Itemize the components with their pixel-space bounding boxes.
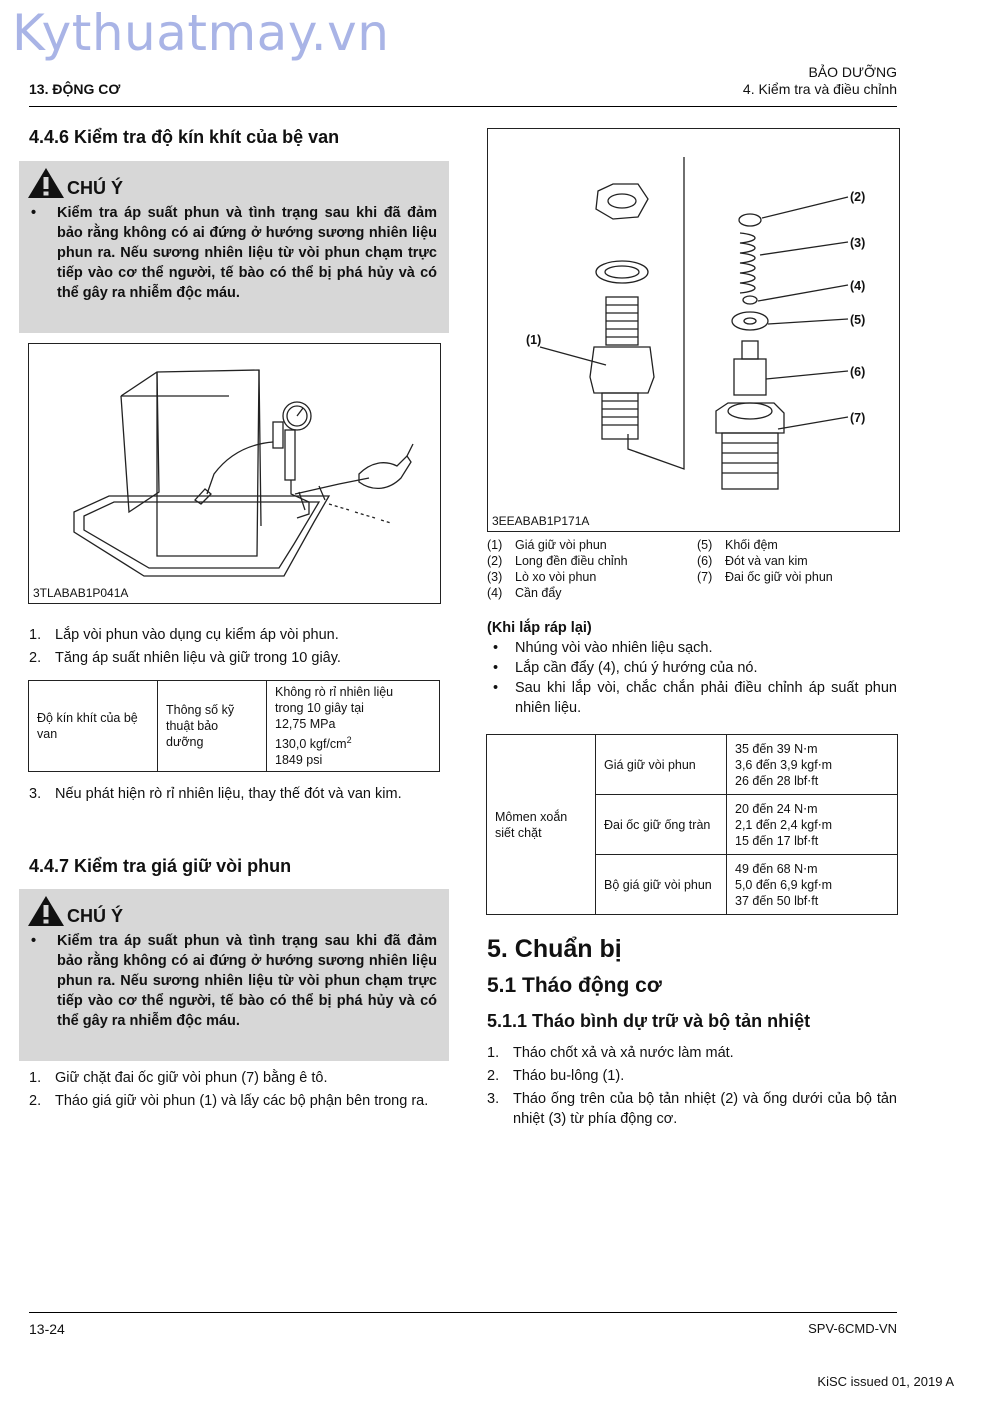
table-cell: Thông số kỹ thuật bảo dưỡng <box>158 681 267 772</box>
steps-446-b <box>29 784 439 807</box>
legend-item: (7) Đai ốc giữ vòi phun <box>697 570 833 584</box>
footer-rule <box>29 1312 897 1313</box>
nozzle-holder-exploded-illustration <box>488 129 899 531</box>
table-cell-values: 49 đến 68 N⋅m 5,0 đến 6,9 kgf⋅m 37 đến 50 lbf⋅ft <box>727 855 898 915</box>
table-cell: Bộ giá giữ vòi phun <box>596 855 727 915</box>
section-446-title: 4.4.6 Kiểm tra độ kín khít của bệ van <box>29 127 340 147</box>
reassembly-list <box>487 638 897 718</box>
table-cell-values: 20 đến 24 N⋅m 2,1 đến 2,4 kgf⋅m 15 đến 17 lbf⋅ft <box>727 795 898 855</box>
torque-table <box>486 734 898 915</box>
step-item: 2. Tháo giá giữ vòi phun (1) và lấy các bộ phận bên trong ra. <box>29 1093 429 1109</box>
caution-title: CHÚ Ý <box>27 167 123 199</box>
step-item: 2. Tháo bu-lông (1). <box>487 1068 625 1084</box>
header-subsection: 4. Kiểm tra và điều chỉnh <box>742 81 897 97</box>
legend-item: (2) Long đền điều chỉnh <box>487 554 628 568</box>
legend-item: (3) Lò xo vòi phun <box>487 570 597 584</box>
step-item: 1. Giữ chặt đai ốc giữ vòi phun (7) bằng ê tô. <box>29 1070 328 1086</box>
figure-legend-right <box>697 537 833 585</box>
step-item: 2. Tăng áp suất nhiên liệu và giữ trong 10 giây. <box>29 650 341 666</box>
caution-box-2 <box>19 889 449 1061</box>
warning-icon <box>27 895 65 927</box>
table-cell: Độ kín khít của bệ van <box>29 681 158 772</box>
image-code: 3EEABAB1P171A <box>492 514 590 528</box>
callout-2: (2) <box>850 190 866 204</box>
steps-511 <box>487 1043 897 1132</box>
table-cell: Đai ốc giữ ống tràn <box>596 795 727 855</box>
step-item: 3. Tháo ống trên của bộ tản nhiệt (2) và ống dưới của bộ tản nhiệt (3) từ phía động cơ. <box>487 1091 897 1127</box>
section-511-title: 5.1.1 Tháo bình dự trữ và bộ tản nhiệt <box>487 1011 811 1031</box>
callout-4: (4) <box>850 279 866 293</box>
callout-1: (1) <box>526 333 542 347</box>
callout-3: (3) <box>850 236 866 250</box>
watermark: Kythuatmay.vn <box>12 4 390 62</box>
reassembly-title: (Khi lắp ráp lại) <box>487 620 592 636</box>
caution-box-1 <box>19 161 449 333</box>
list-item: • Nhúng vòi vào nhiên liệu sạch. <box>493 640 713 656</box>
header-rule <box>29 106 897 107</box>
list-item: • Sau khi lắp vòi, chắc chắn phải điều chỉnh áp suất phun nhiên liệu. <box>493 680 897 716</box>
header-section: BẢO DƯỠNG <box>808 64 897 80</box>
figure-nozzle-holder-exploded <box>487 128 900 532</box>
section-51-title: 5.1 Tháo động cơ <box>487 974 662 997</box>
callout-5: (5) <box>850 313 866 327</box>
table-cell: Giá giữ vòi phun <box>596 735 727 795</box>
figure-legend-left <box>487 537 628 601</box>
legend-item: (1) Giá giữ vòi phun <box>487 538 607 552</box>
legend-item: (6) Đót và van kim <box>697 554 808 568</box>
step-item: 1. Lắp vòi phun vào dụng cụ kiểm áp vòi phun. <box>29 627 339 643</box>
step-item: 3. Nếu phát hiện rò rỉ nhiên liệu, thay thế đót và van kim. <box>29 786 402 802</box>
image-code: 3TLABAB1P041A <box>33 586 129 600</box>
header-chapter: 13. ĐỘNG CƠ <box>29 81 121 97</box>
nozzle-tester-illustration <box>29 344 440 603</box>
caution-text: • Kiểm tra áp suất phun và tình trạng sau khi đã đảm bảo rằng không có ai đứng ở hướng sương nhiên liệu phun ra. Nếu sương nhiên liệu từ vòi phun chạm trực tiếp vào cơ thể người, tế bào có thể bị phá hủy và có thể gây ra nhiễm độc máu. <box>31 933 437 1029</box>
callout-6: (6) <box>850 365 866 379</box>
page-number: 13-24 <box>29 1321 65 1337</box>
chapter-5-title: 5. Chuẩn bị <box>487 935 622 963</box>
document-code: SPV-6CMD-VN <box>808 1321 897 1336</box>
table-cell-spec: Không rò rỉ nhiên liệu trong 10 giây tại 12,75 MPa 130,0 kgf/$cm^2$ 1849 psi <box>267 681 440 772</box>
callout-7: (7) <box>850 411 866 425</box>
section-447-title: 4.4.7 Kiểm tra giá giữ vòi phun <box>29 856 292 876</box>
steps-447 <box>29 1068 439 1114</box>
table-cell-label: Mômen xoắn siết chặt <box>487 735 596 915</box>
legend-item: (5) Khối đệm <box>697 538 778 552</box>
steps-446 <box>29 625 439 671</box>
legend-item: (4) Cần đẩy <box>487 586 562 600</box>
step-item: 1. Tháo chốt xả và xả nước làm mát. <box>487 1045 734 1061</box>
spec-table-valve-seat <box>28 680 440 772</box>
list-item: • Lắp cần đẩy (4), chú ý hướng của nó. <box>493 660 758 676</box>
warning-icon <box>27 167 65 199</box>
caution-text: • Kiểm tra áp suất phun và tình trạng sau khi đã đảm bảo rằng không có ai đứng ở hướng sương nhiên liệu phun ra. Nếu sương nhiên liệu từ vòi phun chạm trực tiếp vào cơ thể người, tế bào có thể bị phá hủy và có thể gây ra nhiễm độc máu. <box>31 205 437 301</box>
figure-nozzle-tester <box>28 343 441 604</box>
issue-info: KiSC issued 01, 2019 A <box>817 1374 954 1389</box>
table-cell-values: 35 đến 39 N⋅m 3,6 đến 3,9 kgf⋅m 26 đến 28 lbf⋅ft <box>727 735 898 795</box>
caution-title: CHÚ Ý <box>27 895 123 927</box>
